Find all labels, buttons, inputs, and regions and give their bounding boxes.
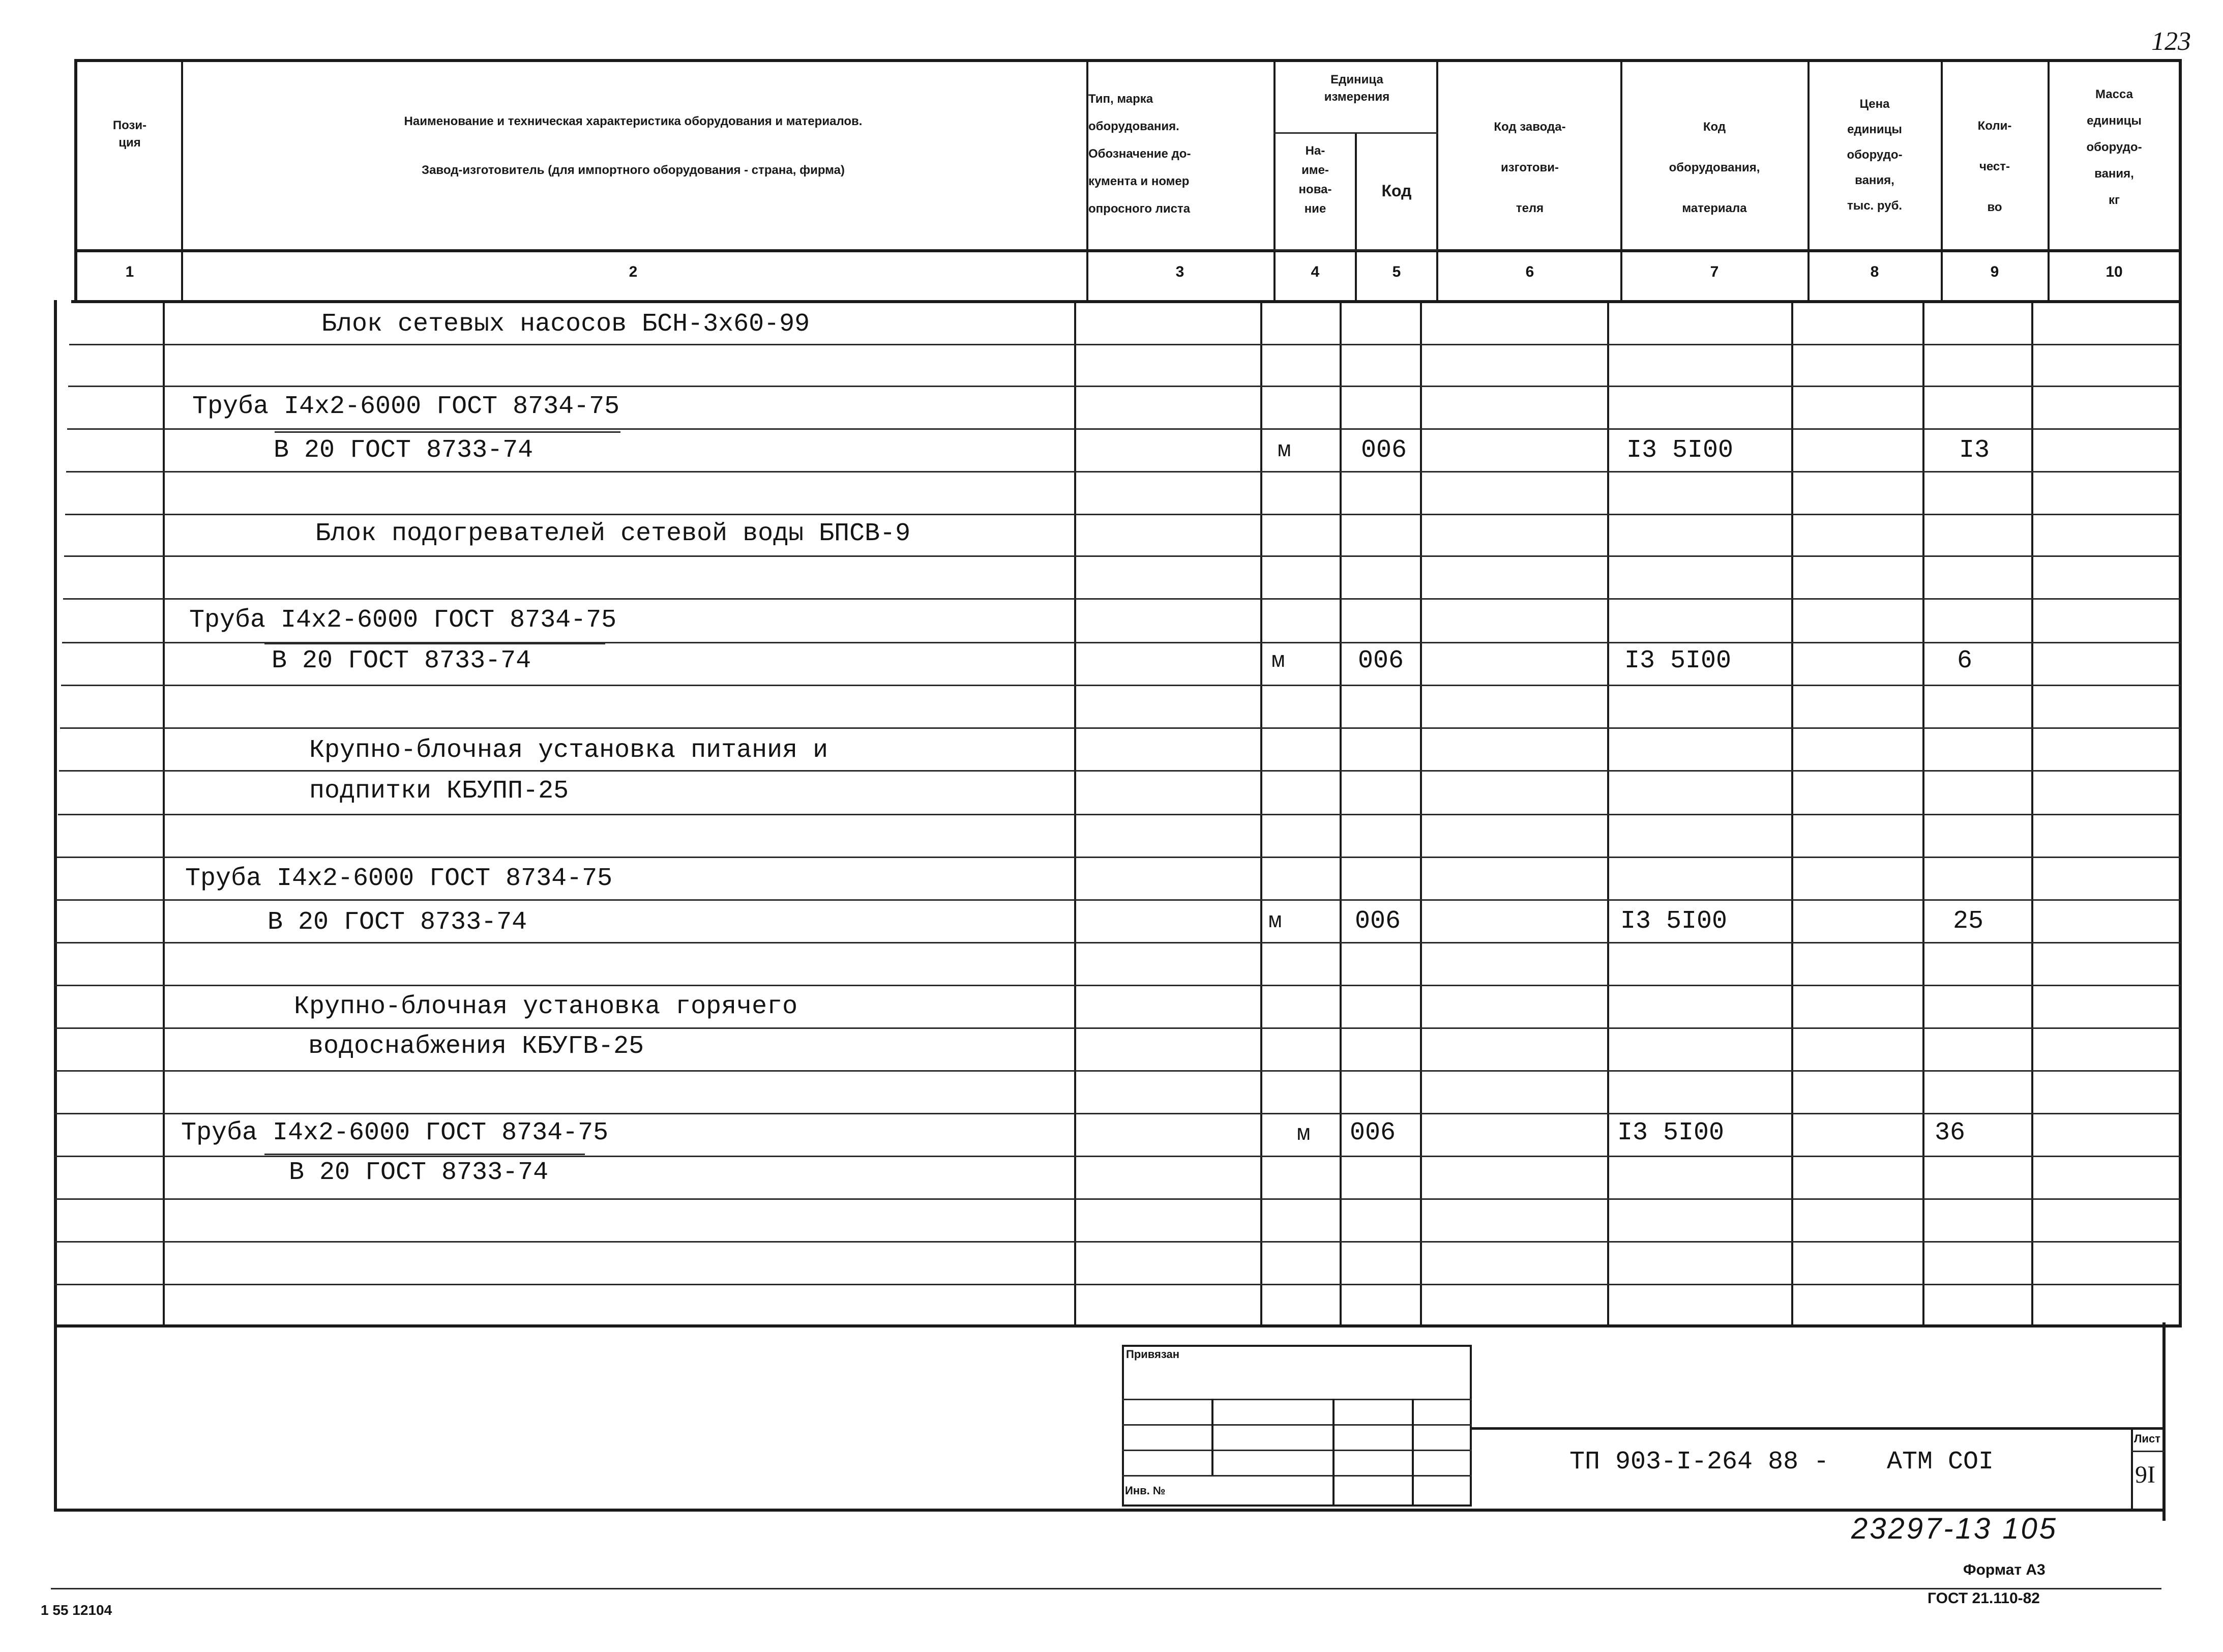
corner-page-mark: 123 [2151, 27, 2191, 56]
column-number-6: 6 [1525, 263, 1534, 280]
header-unit: Единица измерения [1324, 73, 1390, 104]
unit-code: 006 [1350, 1118, 1396, 1147]
gost-label: ГОСТ 21.110-82 [1928, 1590, 2040, 1607]
item-name: Блок сетевых насосов БСН-3х60-99 [321, 310, 810, 339]
unit-name: м [1268, 909, 1282, 934]
quantity: I3 [1959, 436, 1990, 465]
header-name-line2: Завод-изготовитель (для импортного оборудования - страна, фирма) [422, 163, 845, 177]
item-name: В 20 ГОСТ 8733-74 [268, 908, 527, 937]
quantity: 36 [1935, 1118, 1966, 1147]
item-name: В 20 ГОСТ 8733-74 [289, 1158, 549, 1187]
document-suffix: АТМ СОI [1887, 1448, 1994, 1477]
item-name: водоснабжения КБУГВ-25 [308, 1032, 644, 1061]
quantity: 6 [1957, 646, 1973, 675]
format-label: Формат А3 [1963, 1561, 2046, 1578]
column-number-8: 8 [1870, 263, 1879, 280]
unit-name: м [1271, 648, 1285, 674]
item-name: Крупно-блочная установка горячего [294, 992, 798, 1021]
header-quantity: Коли- чест- во [1977, 119, 2012, 214]
sheet-number: 9I [2135, 1461, 2155, 1488]
column-number-2: 2 [629, 263, 638, 280]
material-code: I3 5I00 [1617, 1118, 1725, 1147]
bottom-left-code: 1 55 12104 [41, 1602, 112, 1618]
header-unit-mass: Масса единицы оборудо- вания, кг [2086, 87, 2142, 207]
column-number-9: 9 [1990, 263, 1999, 280]
unit-code: 006 [1361, 436, 1407, 465]
item-name: подпитки КБУПП-25 [309, 777, 569, 806]
material-code: I3 5I00 [1620, 907, 1728, 936]
stamp-inventory-no: Инв. № [1125, 1484, 1166, 1497]
unit-name: м [1297, 1122, 1311, 1147]
handwritten-archive-number: 23297-13 105 [1851, 1512, 2058, 1545]
header-equipment-code: Код оборудования, материала [1669, 120, 1760, 215]
header-unit-name: На- име- нова- ние [1298, 144, 1332, 216]
sheet-label: Лист [2134, 1432, 2160, 1445]
header-name-line1: Наименование и техническая характеристика оборудования и материалов. [404, 114, 863, 128]
item-name: Труба I4х2-6000 ГОСТ 8734-75 [185, 864, 613, 893]
column-number-1: 1 [125, 263, 134, 280]
column-number-7: 7 [1710, 263, 1719, 280]
header-factory-code: Код завода- изготови- теля [1494, 120, 1566, 215]
header-type-brand: Тип, марка оборудования. Обозначение до- кумента и номер опросного листа [1088, 92, 1191, 216]
item-name: В 20 ГОСТ 8733-74 [272, 646, 531, 675]
stamp-privyazan: Привязан [1126, 1348, 1180, 1361]
item-name: Труба I4х2-6000 ГОСТ 8734-75 [181, 1118, 609, 1147]
document-code: ТП 903-I-264 88 - [1569, 1448, 1829, 1477]
quantity: 25 [1953, 907, 1984, 936]
header-unit-price: Цена единицы оборудо- вания, тыс. руб. [1847, 97, 1903, 213]
material-code: I3 5I00 [1626, 436, 1734, 465]
item-name: В 20 ГОСТ 8733-74 [274, 436, 533, 465]
header-position: Пози- ция [112, 119, 147, 150]
unit-code: 006 [1355, 907, 1401, 936]
item-name: Крупно-блочная установка питания и [309, 736, 828, 765]
unit-code: 006 [1358, 646, 1404, 675]
item-name: Труба I4х2-6000 ГОСТ 8734-75 [192, 392, 620, 421]
item-name: Блок подогревателей сетевой воды БПСВ-9 [315, 519, 911, 548]
unit-name: м [1278, 438, 1291, 463]
column-number-5: 5 [1392, 263, 1401, 280]
item-name: Труба I4х2-6000 ГОСТ 8734-75 [189, 606, 617, 635]
column-number-10: 10 [2106, 263, 2123, 280]
material-code: I3 5I00 [1624, 646, 1732, 675]
column-number-4: 4 [1311, 263, 1320, 280]
header-unit-code: Код [1381, 182, 1412, 200]
column-number-3: 3 [1175, 263, 1184, 280]
